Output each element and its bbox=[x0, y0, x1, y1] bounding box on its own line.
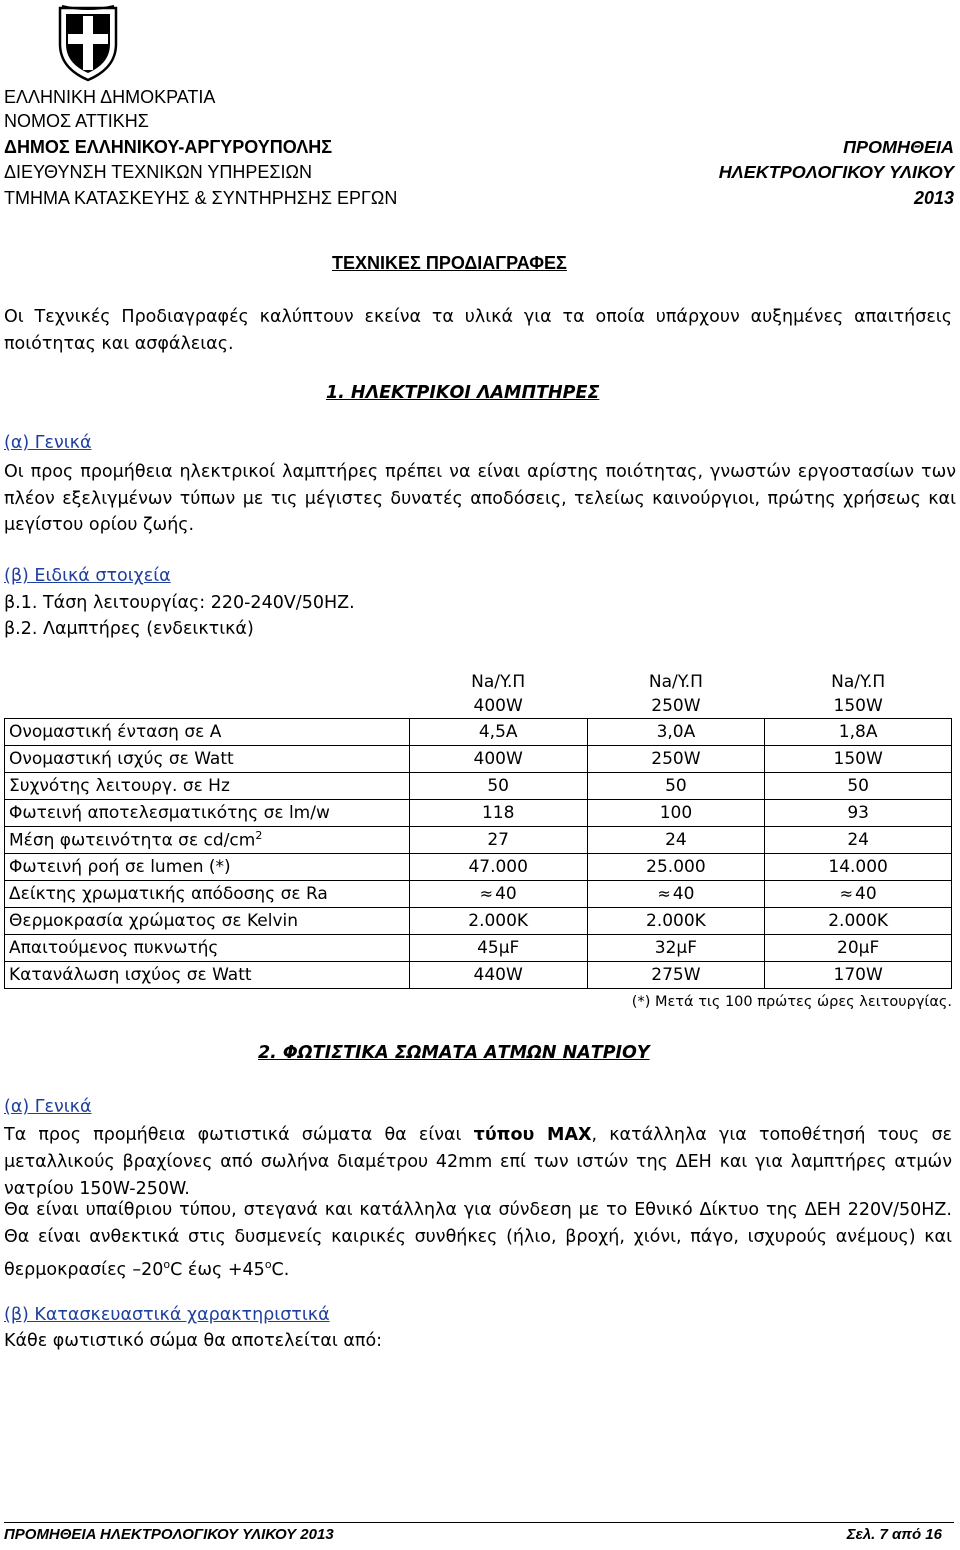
header-directorate: ΔΙΕΥΘΥΝΣΗ ΤΕΧΝΙΚΩΝ ΥΠΗΡΕΣΙΩΝ bbox=[4, 162, 312, 182]
footer-title: ΠΡΟΜΗΘΕΙΑ ΗΛΕΚΤΡΟΛΟΓΙΚΟΥ ΥΛΙΚΟΥ 2013 bbox=[4, 1526, 334, 1543]
page-title: ΤΕΧΝΙΚΕΣ ΠΡΟΔΙΑΓΡΑΦΕΣ bbox=[332, 253, 567, 273]
section2-paragraph-1: Τα προς προμήθεια φωτιστικά σώματα θα είναι τύπου ΜΑΧ, κατάλληλα για τοποθέτησή τους σε μεταλλικούς βραχίονες από σωλήνα διαμέτρου 42mm επί των ιστών της ΔΕΗ και για λαμπτήρες ατμών νατρίου 150W-250W. bbox=[4, 1125, 952, 1199]
greek-coat-of-arms-icon bbox=[52, 4, 124, 82]
section2-heading: 2. ΦΩΤΙΣΤΙΚΑ ΣΩΜΑΤΑ ΑΤΜΩΝ ΝΑΤΡΙΟΥ bbox=[258, 1043, 650, 1063]
header-country: ΕΛΛΗΝΙΚΗ ΔΗΜΟΚΡΑΤΙΑ bbox=[4, 87, 216, 107]
section1-special-label: (β) Ειδικά στοιχεία bbox=[4, 566, 171, 586]
column-power: 250W bbox=[651, 696, 701, 716]
header-supply-title: ΠΡΟΜΗΘΕΙΑ bbox=[843, 137, 954, 157]
section2-construction-text: Κάθε φωτιστικό σώμα θα αποτελείται από: bbox=[4, 1331, 383, 1351]
approx-icon: ≈ bbox=[479, 884, 494, 903]
footer-page-number: Σελ. 7 από 16 bbox=[846, 1526, 942, 1543]
table-row: Φωτεινή ροή σε lumen (*) 47.000 25.000 14.000 bbox=[5, 854, 952, 881]
section2-paragraph-2: Θα είναι υπαίθριου τύπου, στεγανά και κατάλληλα για σύνδεση με το Εθνικό Δίκτυο της ΔΕΗ 220V/50HZ. Θα είναι ανθεκτικά στις δυσμενείς καιρικές συνθήκες (ήλιο, βροχή, χιόνι, πάγο, ισχυρούς ανέμους) και θερμοκρασίες $-20^oC$ $έ\omega\varsigma +45^oC$. bbox=[4, 1200, 952, 1280]
intro-paragraph: Οι Τεχνικές Προδιαγραφές καλύπτουν εκείνα τα υλικά για τα οποία υπάρχουν αυξημένες απαιτήσεις ποιότητας και ασφάλειας. bbox=[4, 307, 952, 354]
table-row: Συχνότης λειτουργ. σε Hz 50 50 50 bbox=[5, 773, 952, 800]
header-supply-subtitle: ΗΛΕΚΤΡΟΛΟΓΙΚΟΥ ΥΛΙΚΟΥ bbox=[718, 162, 954, 182]
header-municipality: ΔΗΜΟΣ ΕΛΛΗΝΙΚΟΥ-ΑΡΓΥΡΟΥΠΟΛΗΣ bbox=[4, 137, 333, 157]
table-row: Μέση φωτεινότητα σε $cd/cm^2$ 27 24 24 bbox=[5, 827, 952, 854]
table-row: Κατανάλωση ισχύος σε Watt 440W 275W 170W bbox=[5, 962, 952, 989]
footer-divider bbox=[4, 1522, 954, 1523]
approx-icon: ≈ bbox=[657, 884, 671, 903]
section1-heading: 1. ΗΛΕΚΤΡΙΚΟΙ ΛΑΜΠΤΗΡΕΣ bbox=[326, 383, 600, 403]
superscript: 2 bbox=[255, 829, 263, 843]
table-row: Φωτεινή αποτελεσματικότης σε lm/w 118 100 93 bbox=[5, 800, 952, 827]
table-row: Ονομαστική ένταση σε Α 4,5Α 3,0Α 1,8Α bbox=[5, 719, 952, 746]
header-prefecture: ΝΟΜΟΣ ΑΤΤΙΚΗΣ bbox=[4, 111, 149, 131]
table-row: Απαιτούμενος πυκνωτής 45μF 32μF 20μF bbox=[5, 935, 952, 962]
column-type: Na/Y.Π bbox=[648, 672, 703, 692]
table-row: Θερμοκρασία χρώματος σε Kelvin 2.000K 2.000K 2.000K bbox=[5, 908, 952, 935]
section1-general-label: (α) Γενικά bbox=[4, 433, 92, 453]
approx-icon: ≈ bbox=[839, 884, 854, 903]
column-power: 150W bbox=[833, 696, 883, 716]
section1-lamps-label: β.2. Λαμπτήρες (ενδεικτικά) bbox=[4, 619, 254, 639]
section2-general-label: (α) Γενικά bbox=[4, 1097, 92, 1117]
header-year: 2013 bbox=[913, 188, 954, 208]
header-department: ΤΜΗΜΑ ΚΑΤΑΣΚΕΥΗΣ & ΣΥΝΤΗΡΗΣΗΣ ΕΡΓΩΝ bbox=[4, 188, 398, 208]
section2-construction-label: (β) Κατασκευαστικά χαρακτηριστικά bbox=[4, 1305, 330, 1325]
column-power: 400W bbox=[473, 696, 523, 716]
lamp-spec-table bbox=[4, 670, 952, 989]
section1-general-text: Οι προς προμήθεια ηλεκτρικοί λαμπτήρες πρέπει να είναι αρίστης ποιότητας, γνωστών εργοστασίων των πλέον εξελιγμένων τύπων με τις μέγιστες δυνατές αποδόσεις, τελείως καινούργιοι, πρώτης χρήσεως και μεγίστου ορίου ζωής. bbox=[4, 462, 956, 535]
column-type: Na/Y.Π bbox=[831, 672, 886, 692]
section1-voltage: β.1. Τάση λειτουργίας: 220-240V/50HZ. bbox=[4, 593, 355, 613]
table-header-type-row bbox=[5, 670, 952, 694]
table-header-power-row bbox=[5, 694, 952, 719]
column-type: Na/Y.Π bbox=[471, 672, 526, 692]
table-row: Ονομαστική ισχύς σε Watt 400W 250W 150W bbox=[5, 746, 952, 773]
table-footnote: (*) Μετά τις 100 πρώτες ώρες λειτουργίας. bbox=[631, 994, 952, 1010]
table-row: Δείκτης χρωματικής απόδοσης σε Ra ≈ 40 ≈ 40 ≈ 40 bbox=[5, 881, 952, 908]
